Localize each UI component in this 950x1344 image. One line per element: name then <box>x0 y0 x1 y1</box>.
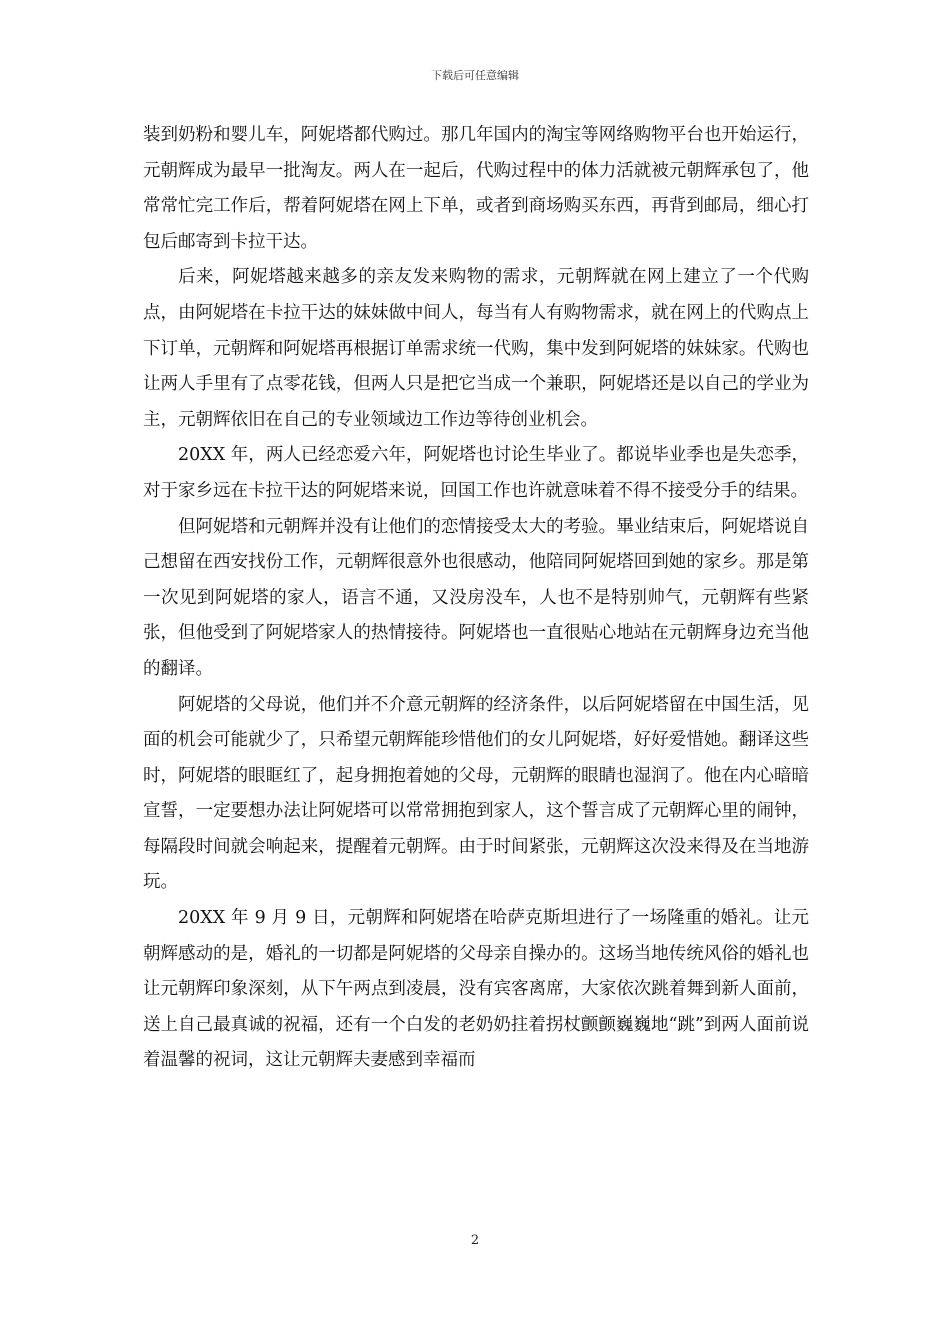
page-number: 2 <box>470 1233 480 1248</box>
paragraph: 20XX 年，两人已经恋爱六年，阿妮塔也讨论生毕业了。都说毕业季也是失恋季，对于家乡远在卡拉干达的阿妮塔来说，回国工作也许就意味着不得不接受分手的结果。 <box>143 445 809 501</box>
paragraph: 20XX 年 9 月 9 日，元朝辉和阿妮塔在哈萨克斯坦进行了一场隆重的婚礼。让元朝辉感动的是，婚礼的一切都是阿妮塔的父母亲自操办的。这场当地传统风俗的婚礼也让元朝辉印象深刻，从下午两点到凌晨，没有宾客离席，大家依次跳着舞到新人面前，送上自己最真诚的祝福，还有一个白发的老奶奶拄着拐杖颤颤巍巍地“跳”到两人面前说着温馨的祝词，这让元朝辉夫妻感到幸福而 <box>143 908 809 1071</box>
page-header: 下载后可任意编辑 <box>431 69 519 82</box>
paragraph: 后来，阿妮塔越来越多的亲友发来购物的需求，元朝辉就在网上建立了一个代购点，由阿妮塔在卡拉干达的妹妹做中间人，每当有人有购物需求，就在网上的代购点上下订单，元朝辉和阿妮塔再根据订单需求统一代购，集中发到阿妮塔的妹妹家。代购也让两人手里有了点零花钱，但两人只是把它当成一个兼职，阿妮塔还是以自己的学业为主，元朝辉依旧在自己的专业领域边工作边等待创业机会。 <box>143 267 809 430</box>
body-text <box>143 118 809 1079</box>
paragraph: 阿妮塔的父母说，他们并不介意元朝辉的经济条件，以后阿妮塔留在中国生活，见面的机会可能就少了，只希望元朝辉能珍惜他们的女儿阿妮塔，好好爱惜她。翻译这些时，阿妮塔的眼眶红了，起身拥抱着她的父母，元朝辉的眼睛也湿润了。他在内心暗暗宣誓，一定要想办法让阿妮塔可以常常拥抱到家人，这个誓言成了元朝辉心里的闹钟，每隔段时间就会响起来，提醒着元朝辉。由于时间紧张，元朝辉这次没来得及在当地游玩。 <box>143 694 809 893</box>
paragraph: 但阿妮塔和元朝辉并没有让他们的恋情接受太大的考验。畢业结束后，阿妮塔说自己想留在西安找份工作，元朝辉很意外也很感动，他陪同阿妮塔回到她的家乡。那是第一次见到阿妮塔的家人，语言不通，又没房没车，人也不是特别帅气，元朝辉有些紧张，但他受到了阿妮塔家人的热情接待。阿妮塔也一直很贴心地站在元朝辉身边充当他的翻译。 <box>143 516 809 679</box>
paragraph: 装到奶粉和婴儿车，阿妮塔都代购过。那几年国内的淘宝等网络购物平台也开始运行，元朝辉成为最早一批淘友。两人在一起后，代购过程中的体力活就被元朝辉承包了，他常常忙完工作后，帮着阿妮塔在网上下单，或者到商场购买东西，再背到邮局，细心打包后邮寄到卡拉干达。 <box>143 125 809 252</box>
